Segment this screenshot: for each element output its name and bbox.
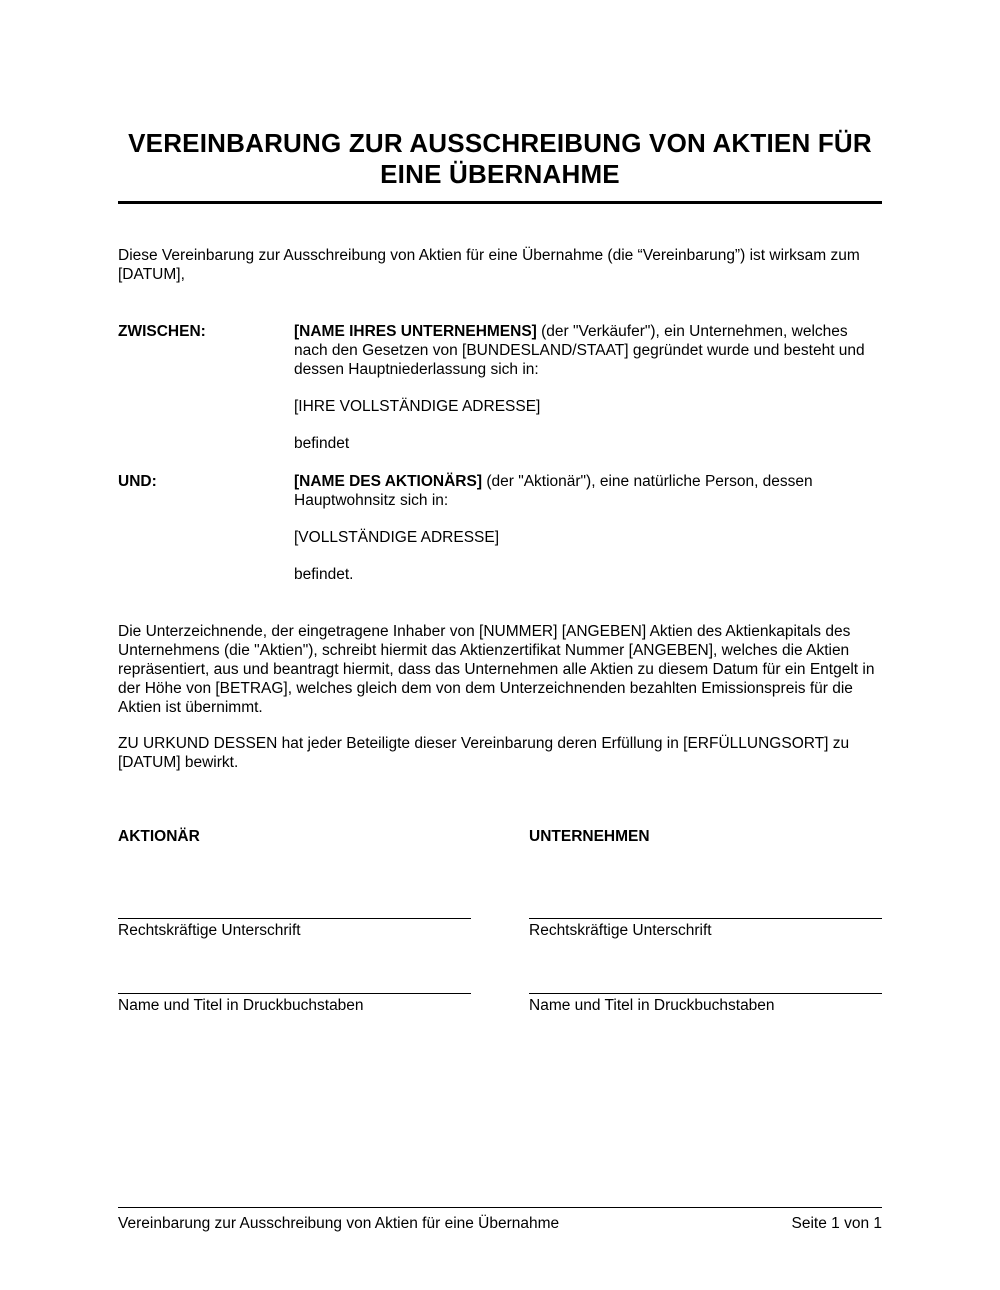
party-seller-closing: befindet: [294, 435, 350, 452]
party-seller-text: (der "Verkäufer"), ein Unternehmen, welches nach den Gesetzen von [BUNDESLAND/STAAT] gegründet wurde und besteht und dessen Hauptniederlassung sich in:: [294, 323, 865, 378]
signature-line-shareholder[interactable]: [118, 918, 471, 919]
footer-page-number: Seite 1 von 1: [791, 1215, 882, 1232]
title-divider: [118, 201, 882, 204]
party-shareholder-label: UND:: [118, 473, 157, 490]
footer-document-title: Vereinbarung zur Ausschreibung von Aktien für eine Übernahme: [118, 1215, 560, 1232]
signature-heading-shareholder: AKTIONÄR: [118, 828, 200, 845]
title-line-2: EINE ÜBERNAHME: [380, 159, 620, 189]
body-paragraph-2: ZU URKUND DESSEN hat jeder Beteiligte dieser Vereinbarung deren Erfüllung in [ERFÜLLUNGSORT] zu [DATUM] bewirkt.: [118, 735, 850, 771]
body-paragraph-1: Die Unterzeichnende, der eingetragene Inhaber von [NUMMER] [ANGEBEN] Aktien des Aktienkapitals des Unternehmens (die "Aktien"), schreibt hiermit das Aktienzertifikat Nummer [ANGEBEN], welches die Aktien repräsentiert, aus und beantragt hiermit, dass das Unternehmen alle Aktien zu diesem Datum für ein Entgelt in der Höhe von [BETRAG], welches gleich dem von dem Unterzeichnenden bezahlten Emissionspreis für die Aktien ist übernimmt.: [118, 623, 875, 716]
document-page: [118, 0, 882, 1290]
signature-line-company[interactable]: [529, 918, 882, 919]
party-seller-label: ZWISCHEN:: [118, 323, 206, 340]
intro-paragraph: Diese Vereinbarung zur Ausschreibung von Aktien für eine Übernahme (die “Vereinbarung”) ist wirksam zum [DATUM],: [118, 247, 860, 283]
party-seller-name: [NAME IHRES UNTERNEHMENS]: [294, 323, 537, 340]
party-shareholder-name: [NAME DES AKTIONÄRS]: [294, 473, 483, 490]
party-shareholder-details: [294, 472, 882, 602]
party-seller-details: [294, 322, 882, 471]
party-shareholder-text: (der "Aktionär"), eine natürliche Person, dessen Hauptwohnsitz sich in:: [294, 473, 813, 509]
signature-heading-company: UNTERNEHMEN: [529, 828, 650, 845]
footer-divider: [118, 1207, 882, 1208]
name-title-line-shareholder[interactable]: [118, 993, 471, 994]
party-shareholder-description: [294, 472, 882, 510]
name-title-label-shareholder: Name und Titel in Druckbuchstaben: [118, 997, 364, 1014]
name-title-line-company[interactable]: [529, 993, 882, 994]
document-title: [118, 128, 882, 190]
signature-label-shareholder: Rechtskräftige Unterschrift: [118, 922, 301, 939]
party-seller-address: [IHRE VOLLSTÄNDIGE ADRESSE]: [294, 398, 541, 415]
party-seller-description: [294, 322, 882, 379]
name-title-label-company: Name und Titel in Druckbuchstaben: [529, 997, 775, 1014]
title-line-1: VEREINBARUNG ZUR AUSSCHREIBUNG VON AKTIEN FÜR: [128, 128, 872, 158]
party-shareholder-closing: befindet.: [294, 566, 354, 583]
signature-label-company: Rechtskräftige Unterschrift: [529, 922, 712, 939]
party-shareholder-address: [VOLLSTÄNDIGE ADRESSE]: [294, 529, 500, 546]
